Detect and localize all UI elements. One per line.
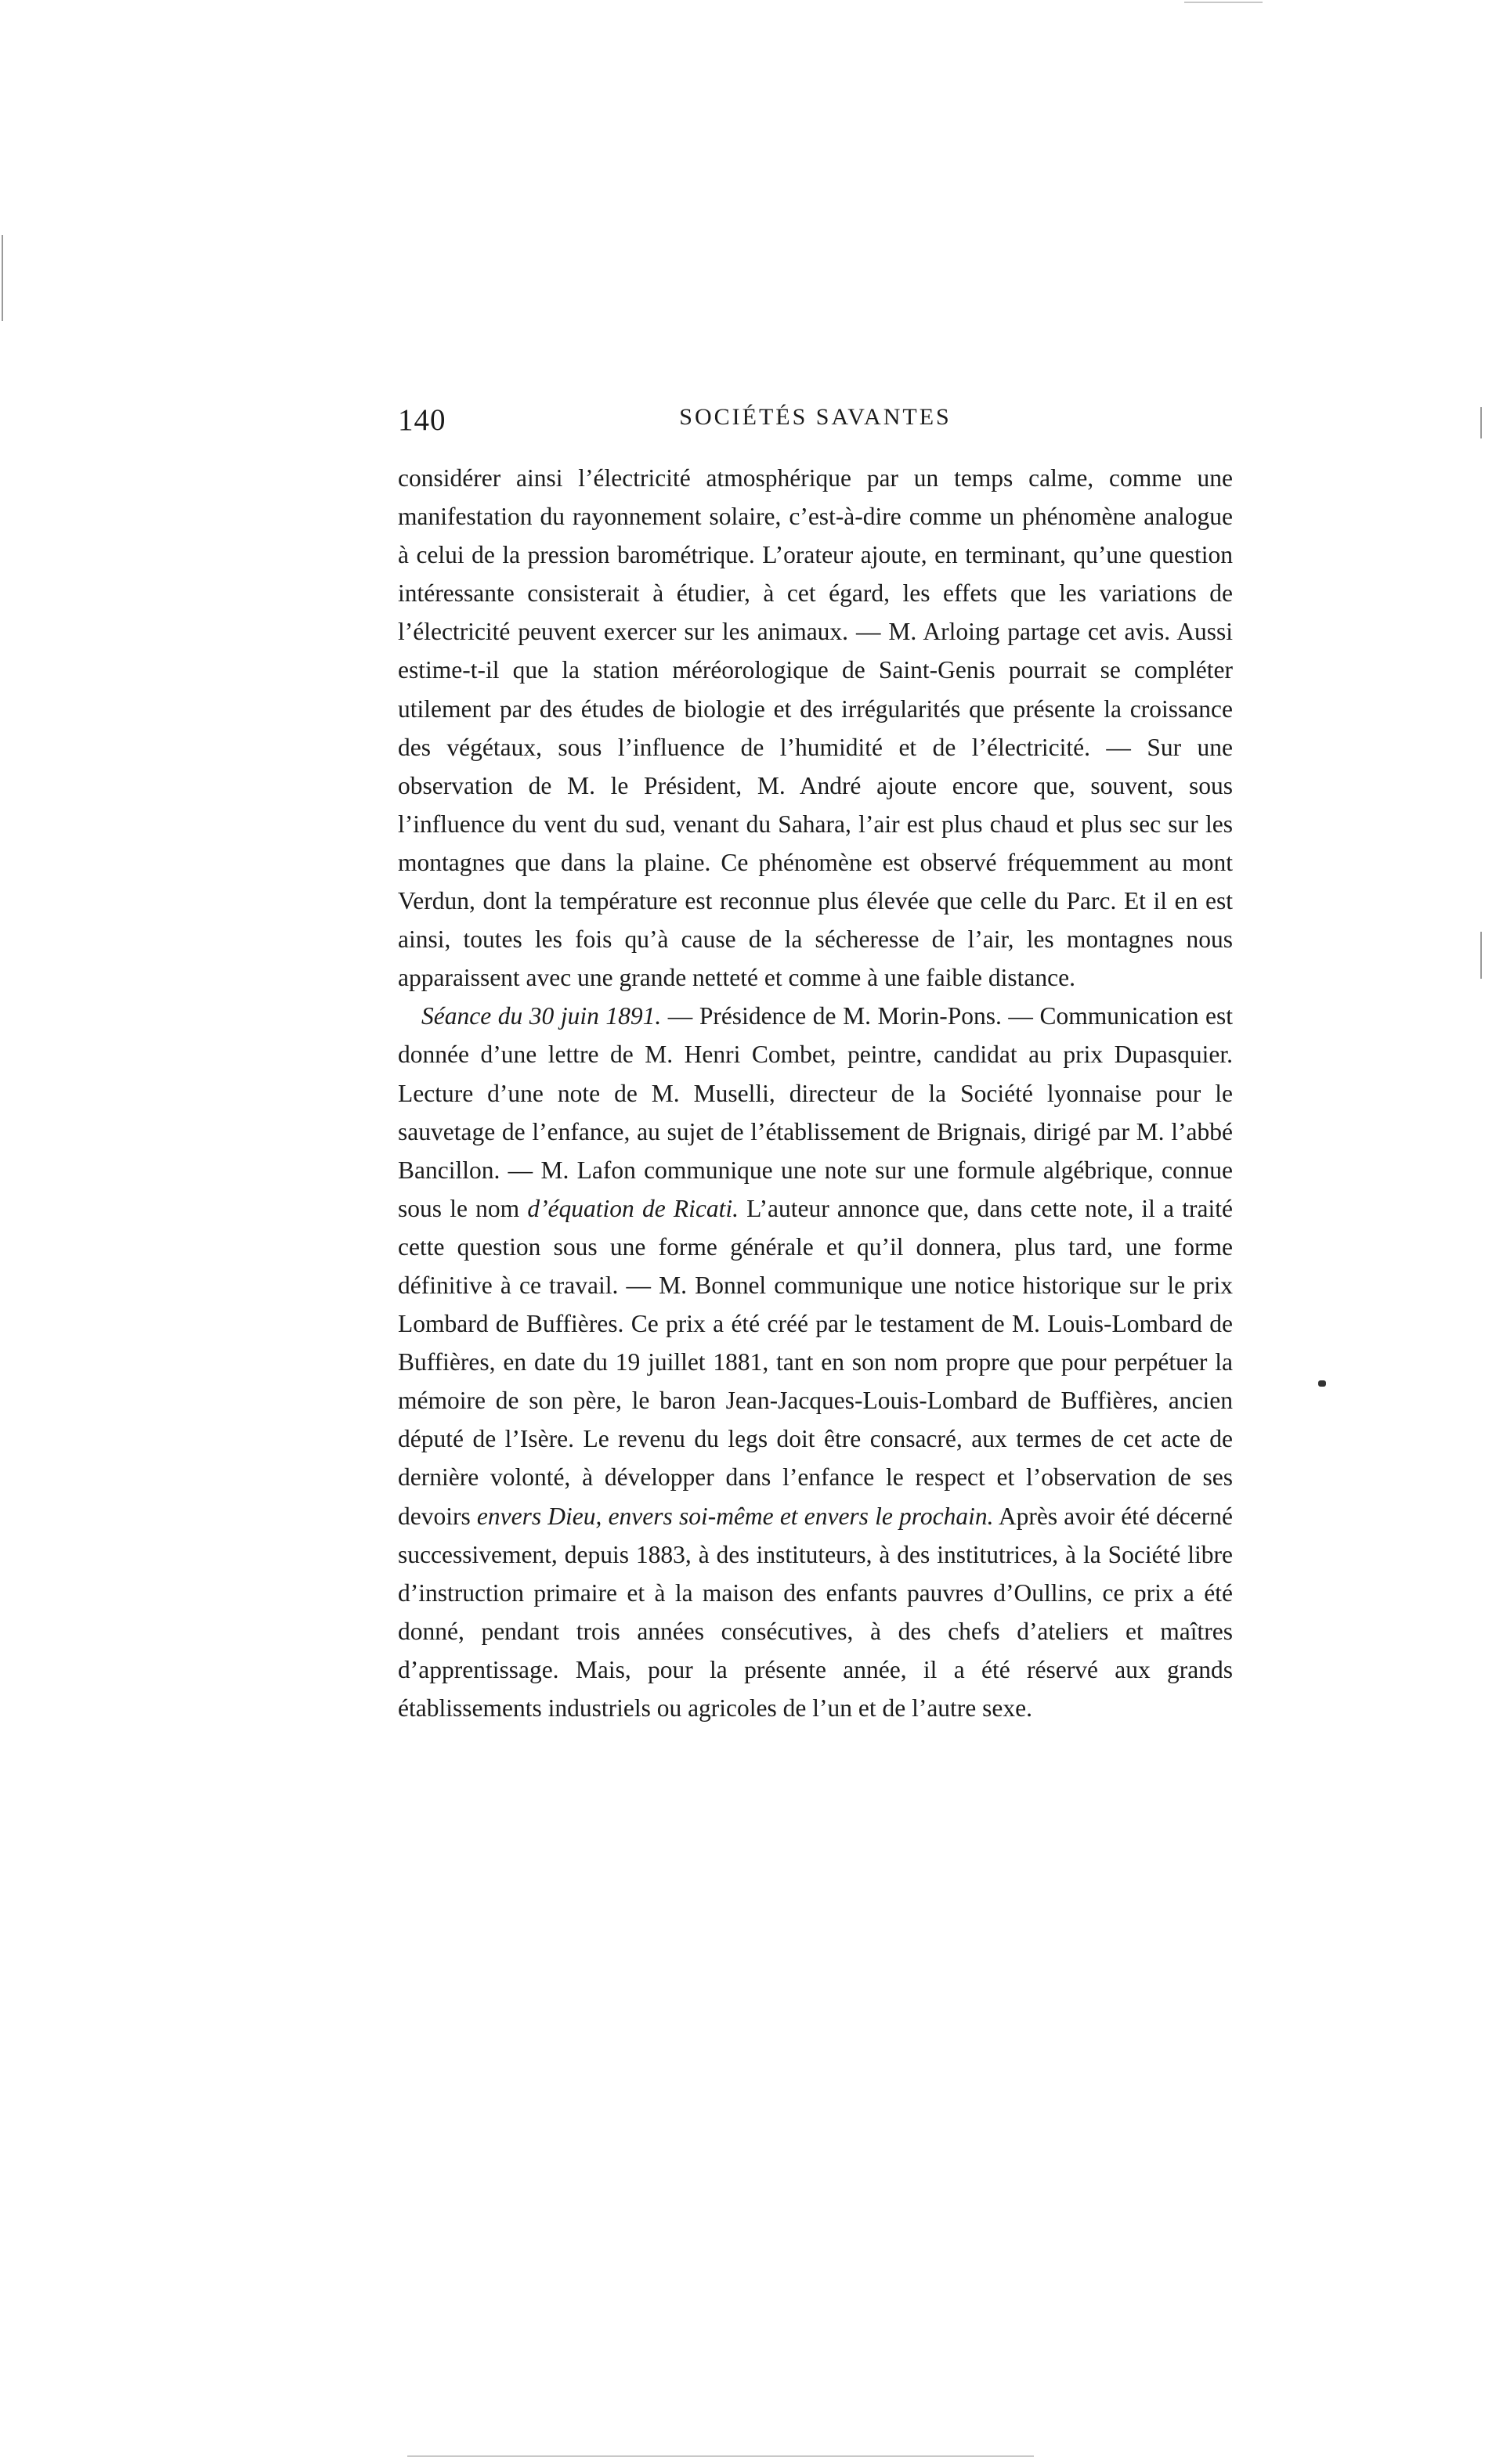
paragraph-continued: considérer ainsi l’électricité atmosphérique par un temps calme, comme une manifestation du rayonnement solaire, c’est-à-dire comme un phénomène analogue à celui de la pression barométrique. L’orateur ajoute, en terminant, qu’une question intéressante consisterait à étudier, à cet égard, les effets que les variations de l’électricité peuvent exercer sur les animaux. — M. Arloing partage cet avis. Aussi estime-t-il que la station méréorologique de Saint-Genis pourrait se compléter utilement par des études de biologie et des irrégularités que présente la croissance des végétaux, sous l’influence de l’humidité et de l’électricité. — Sur une observation de M. le Président, M. André ajoute encore que, souvent, sous l’influence du vent du sud, venant du Sahara, l’air est plus chaud et plus sec sur les montagnes que dans la plaine. Ce phénomène est observé fréquemment au mont Verdun, dont la température est reconnue plus élevée que celle du Parc. Et il en est ainsi, toutes les fois qu’à cause de la sécheresse de l’air, les montagnes nous apparaissent avec une grande netteté et comme à une faible distance. — [398, 464, 1233, 992]
seance-intro: — Présidence de M. Morin-Pons. — Communication est donnée d’une lettre de M. Henri Combet, peintre, candidat au prix Dupasquier. Lecture d’une note de M. Muselli, directeur de la Société lyonnaise pour le sauvetage de l’enfance, au sujet de l’établissement de Brignais, dirigé par M. l’abbé Bancillon. — M. Lafon communique une note sur une formule algébrique, connue sous le nom — [398, 1002, 1233, 1222]
margin-mark-right — [1480, 407, 1482, 438]
paragraph-seance — [398, 997, 1233, 1727]
seance-date: Séance du 30 juin 1891. — [421, 1002, 662, 1030]
equation-name: d’équation de Ricati. — [527, 1194, 739, 1222]
scan-edge-bottom — [407, 2455, 1034, 2457]
margin-mark-left — [2, 235, 3, 321]
body-text — [398, 459, 1233, 1727]
scan-edge-top-right — [1184, 2, 1263, 3]
duties-phrase: envers Dieu, envers soi-même et envers le prochain. — [476, 1502, 994, 1530]
ink-speck — [1318, 1380, 1326, 1387]
margin-mark-right-2 — [1480, 932, 1482, 979]
page-number: 140 — [398, 403, 446, 437]
seance-ending: Après avoir été décerné successivement, depuis 1883, à des instituteurs, à des institutrices, à la Société libre d’instruction primaire et à la maison des enfants pauvres d’Oullins, ce prix a été donné, pendant trois années consécutives, à des chefs d’ateliers et maîtres d’apprentissage. Mais, pour la présente année, il a été réservé aux grands établissements industriels ou agricoles de l’un et de l’autre sexe. — [398, 1502, 1233, 1722]
running-title: SOCIÉTÉS SAVANTES — [679, 404, 952, 430]
seance-middle: L’auteur annonce que, dans cette note, il a traité cette question sous une forme générale et qu’il donnera, plus tard, une forme définitive à ce travail. — M. Bonnel communique une notice historique sur le prix Lombard de Buffières. Ce prix a été créé par le testament de M. Louis-Lombard de Buffières, en date du 19 juillet 1881, tant en son nom propre que pour perpétuer la mémoire de son père, le baron Jean-Jacques-Louis-Lombard de Buffières, ancien député de l’Isère. Le revenu du legs doit être consacré, aux termes de cet acte de dernière volonté, à développer dans l’enfance le respect et l’observation de ses devoirs — [398, 1194, 1233, 1530]
running-head — [398, 398, 1233, 445]
